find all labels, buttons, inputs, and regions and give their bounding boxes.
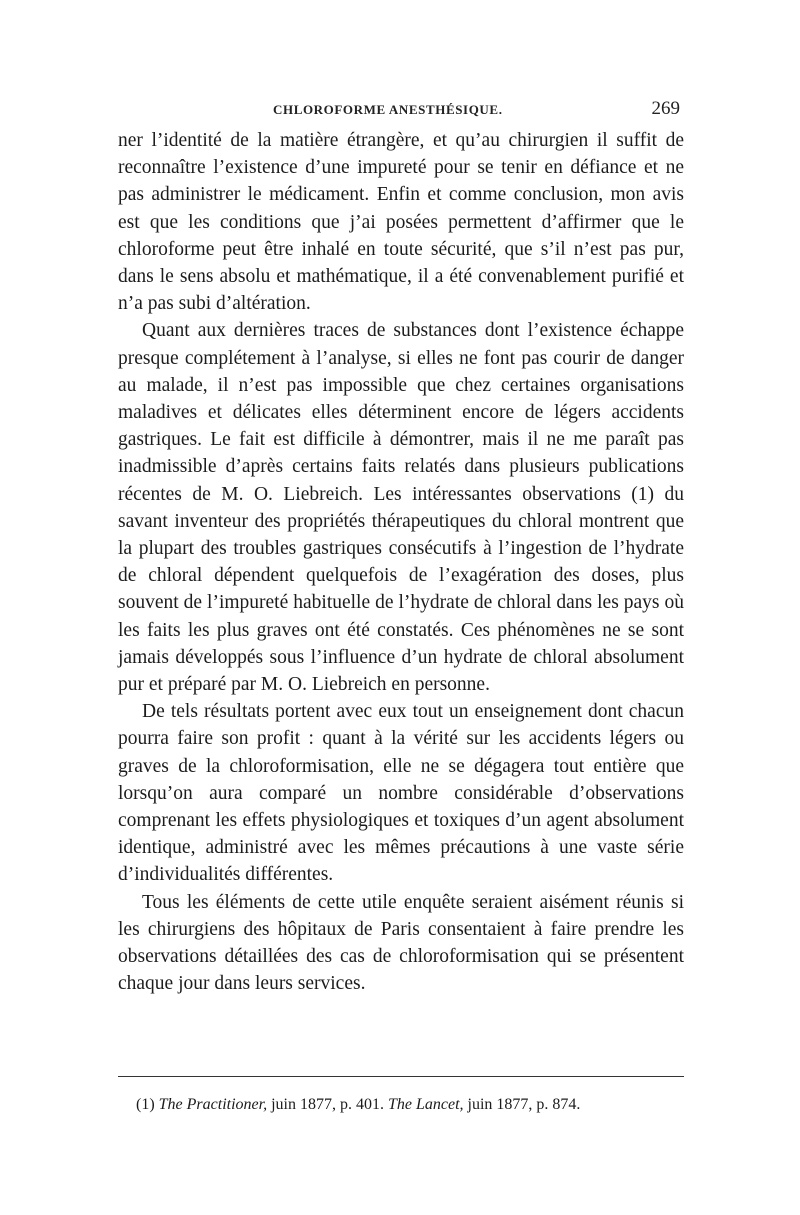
footnote-journal-practitioner: The Practitioner, bbox=[158, 1096, 268, 1113]
footnote-divider bbox=[118, 1076, 684, 1077]
footnote-journal-lancet: The Lancet, bbox=[387, 1096, 464, 1113]
footnote-marker: (1) bbox=[136, 1096, 155, 1113]
body-text bbox=[118, 127, 684, 998]
footnote-reference-1: juin 1877, p. 401. bbox=[271, 1096, 384, 1113]
running-title: CHLOROFORME ANESTHÉSIQUE. bbox=[273, 102, 503, 117]
footnote bbox=[136, 1094, 696, 1116]
page-number: 269 bbox=[651, 98, 680, 119]
paragraph-liebreich: Quant aux dernières traces de substances dont l’existence échappe presque complétement à l’analyse, si elles ne font pas courir de danger au malade, il n’est pas impossible que chez certaines organisations maladives et délicates elles déterminent encore de légers accidents gastriques. Le fait est difficile à démontrer, mais il ne me paraît pas inadmissible d’après certains faits relatés dans plusieurs publications récentes de M. O. Liebreich. Les intéressantes observations (1) du savant inventeur des propriétés thérapeutiques du chloral montrent que la plupart des troubles gastriques consécutifs à l’ingestion de l’hydrate de chloral dépendent quelquefois de l’exagération des doses, plus souvent de l’impureté habituelle de l’hydrate de chloral dans les pays où les faits les plus graves ont été constatés. Ces phénomènes ne se sont jamais développés sous l’influence d’un hydrate de chloral absolument pur et préparé par M. O. Liebreich en personne. bbox=[118, 320, 684, 696]
footnote-reference-2: juin 1877, p. 874. bbox=[467, 1096, 581, 1113]
paragraph-continued: ner l’identité de la matière étrangère, et qu’au chirurgien il suffit de reconnaître l’existence d’une impureté pour se tenir en défiance et ne pas administrer le médicament. Enfin et comme conclusion, mon avis est que les conditions que j’ai posées permettent d’affirmer que le chloroforme peut être inhalé en toute sécurité, que s’il n’est pas pur, dans le sens absolu et mathématique, il a été convenablement purifié et n’a pas subi d’altération. bbox=[118, 130, 684, 315]
paragraph-enquete: Tous les éléments de cette utile enquête seraient aisément réunis si les chirurgiens des hôpitaux de Paris consentaient à faire prendre les observations détaillées des cas de chloroformisation qui se présentent chaque jour dans leurs services. bbox=[118, 891, 684, 995]
running-head bbox=[118, 98, 680, 120]
paragraph-enseignement: De tels résultats portent avec eux tout un enseignement dont chacun pourra faire son profit : quant à la vérité sur les accidents légers ou graves de la chloroformisation, elle ne se dégagera tout entière que lorsqu’on aura comparé un nombre considérable d’observations comprenant les effets physiologiques et toxiques d’un agent absolument identique, administré avec les mêmes précautions à une vaste série d’individualités différentes. bbox=[118, 701, 684, 886]
